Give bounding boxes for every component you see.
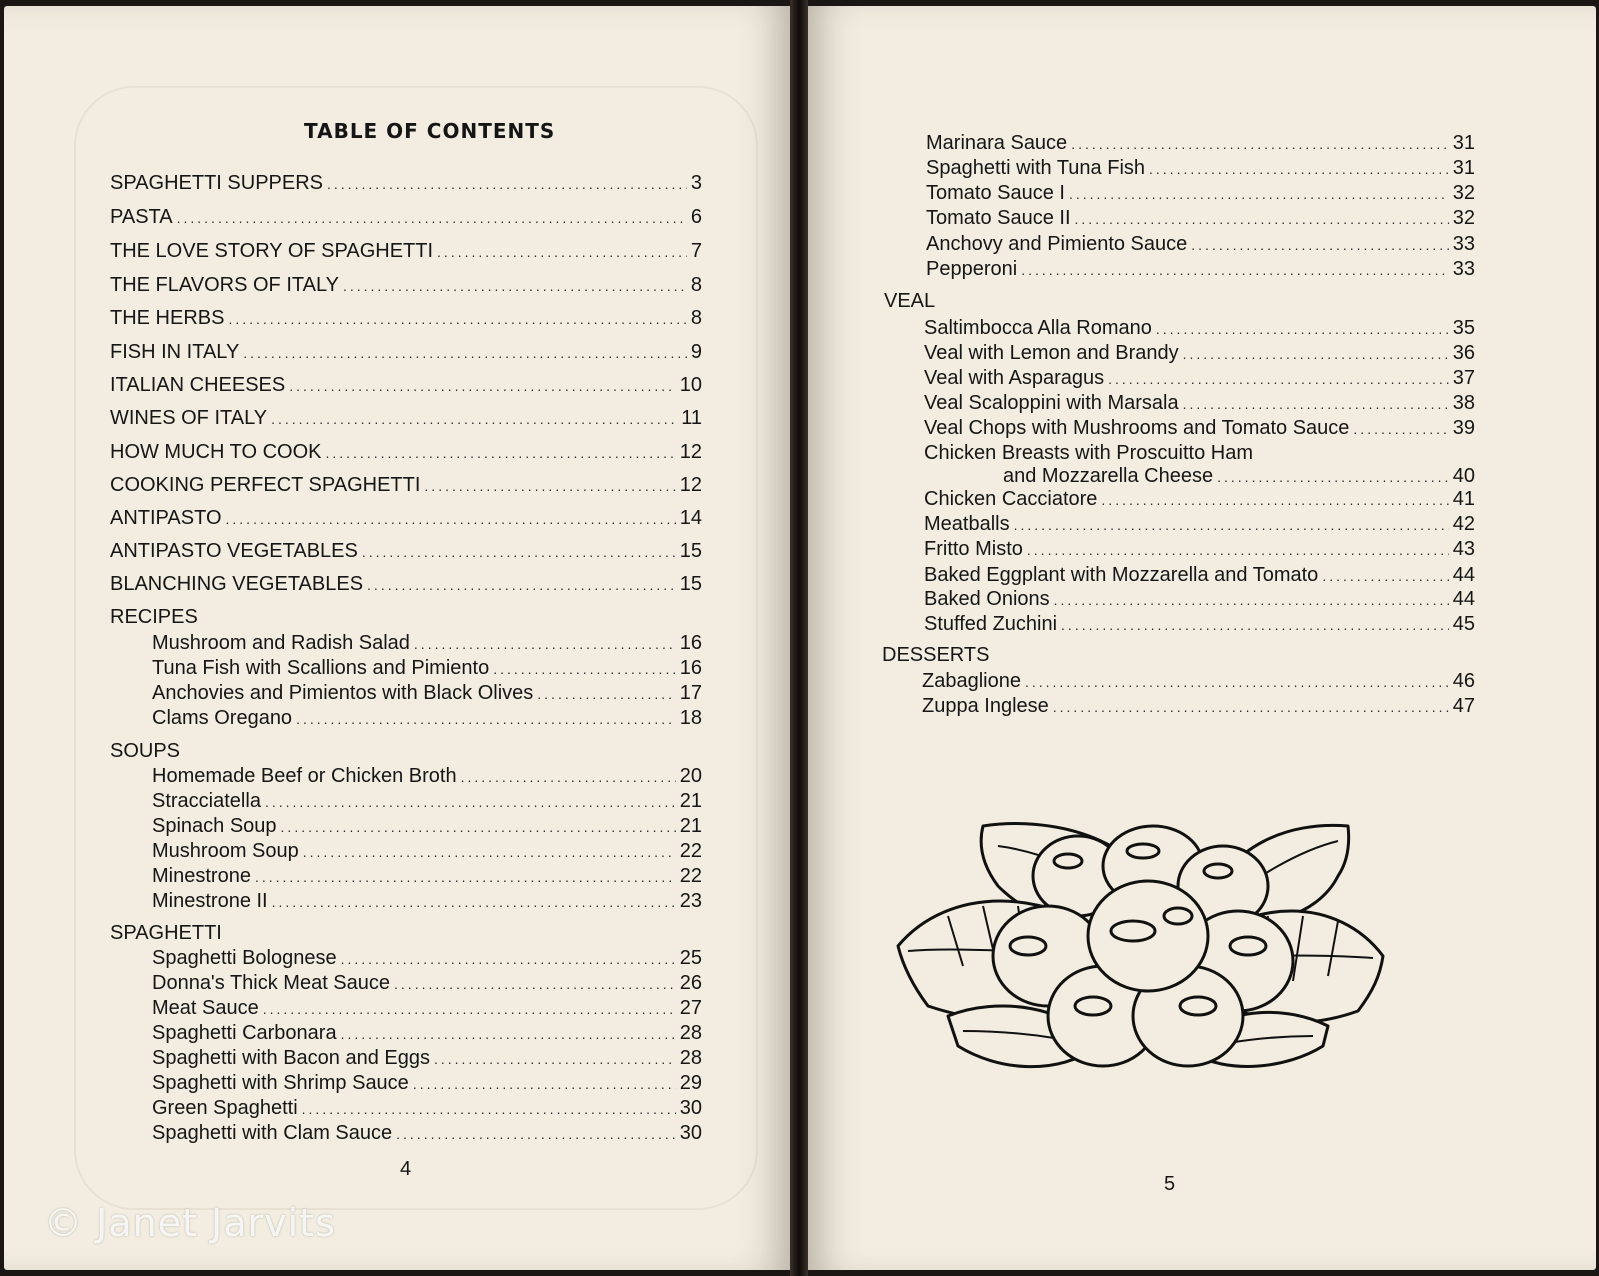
toc-entry-page: 37 bbox=[1452, 367, 1475, 389]
dot-leader bbox=[1322, 568, 1448, 584]
toc-entry-page: 12 bbox=[679, 441, 702, 463]
toc-entry-title: Zuppa Inglese bbox=[922, 695, 1049, 717]
toc-entry-page: 16 bbox=[679, 657, 702, 679]
toc-entry bbox=[110, 206, 702, 232]
toc-entry bbox=[152, 890, 702, 916]
toc-entry-page: 8 bbox=[690, 307, 702, 329]
toc-entry-title: Marinara Sauce bbox=[926, 132, 1068, 154]
toc-entry bbox=[110, 407, 702, 433]
toc-entry-page: 15 bbox=[679, 540, 702, 562]
toc-entry-title: Spaghetti with Tuna Fish bbox=[926, 157, 1146, 179]
toc-entry bbox=[924, 564, 1475, 590]
dot-leader bbox=[1061, 617, 1449, 633]
toc-entry-title: WINES OF ITALY bbox=[110, 407, 268, 429]
toc-entry-page: 29 bbox=[679, 1072, 702, 1094]
toc-entry-page: 30 bbox=[679, 1097, 702, 1119]
toc-entry bbox=[924, 588, 1475, 614]
toc-entry-page: 23 bbox=[679, 890, 702, 912]
toc-entry bbox=[152, 1122, 702, 1148]
toc-entry-title: Spaghetti Carbonara bbox=[152, 1022, 337, 1044]
toc-entry-title: Stuffed Zuchini bbox=[924, 613, 1058, 635]
toc-entry-title: Saltimbocca Alla Romano bbox=[924, 317, 1152, 339]
dot-leader bbox=[327, 176, 687, 192]
toc-entry bbox=[926, 258, 1475, 284]
dot-leader bbox=[437, 244, 687, 260]
toc-entry-page: 22 bbox=[679, 840, 702, 862]
toc-entry-title: Tomato Sauce I bbox=[926, 182, 1065, 204]
toc-entry bbox=[152, 997, 702, 1023]
dot-leader bbox=[243, 345, 687, 361]
toc-entry-title: Tuna Fish with Scallions and Pimiento bbox=[152, 657, 490, 679]
toc-entry-page: 11 bbox=[681, 407, 702, 429]
toc-entry-title: ANTIPASTO bbox=[110, 507, 222, 529]
toc-entry bbox=[110, 172, 702, 198]
toc-entry-page: 46 bbox=[1452, 670, 1475, 692]
toc-entry bbox=[152, 682, 702, 708]
toc-entry-page: 12 bbox=[679, 474, 702, 496]
toc-entry-page: 43 bbox=[1452, 538, 1475, 560]
dot-leader bbox=[177, 210, 687, 226]
section-heading-desserts: DESSERTS bbox=[882, 644, 990, 666]
toc-entry-title: Anchovies and Pimientos with Black Olives bbox=[152, 682, 534, 704]
dot-leader bbox=[226, 511, 676, 527]
toc-entry-page: 42 bbox=[1452, 513, 1475, 535]
toc-entry bbox=[924, 367, 1475, 393]
toc-entry-title: BLANCHING VEGETABLES bbox=[110, 573, 364, 595]
toc-entry-page: 27 bbox=[679, 997, 702, 1019]
dot-leader bbox=[1054, 592, 1449, 608]
dot-leader bbox=[413, 1076, 676, 1092]
section-heading-soups: SOUPS bbox=[110, 740, 181, 762]
dot-leader bbox=[281, 819, 676, 835]
toc-entry-title: Spaghetti with Clam Sauce bbox=[152, 1122, 393, 1144]
dot-leader bbox=[1071, 136, 1449, 152]
toc-entry-title: ANTIPASTO VEGETABLES bbox=[110, 540, 358, 562]
toc-entry-page: 9 bbox=[690, 341, 702, 363]
dot-leader bbox=[1108, 371, 1449, 387]
toc-entry bbox=[110, 274, 702, 300]
toc-entry bbox=[152, 815, 702, 841]
toc-entry-page: 44 bbox=[1452, 588, 1475, 610]
toc-entry bbox=[924, 317, 1475, 343]
toc-entry-page: 15 bbox=[679, 573, 702, 595]
toc-entry-title: Stracciatella bbox=[152, 790, 261, 812]
toc-entry bbox=[110, 374, 702, 400]
toc-entry-page: 47 bbox=[1452, 695, 1475, 717]
toc-entry-page: 32 bbox=[1452, 182, 1475, 204]
toc-entry-title: Minestrone bbox=[152, 865, 251, 887]
toc-entry-title: THE LOVE STORY OF SPAGHETTI bbox=[110, 240, 434, 262]
toc-entry-page: 28 bbox=[679, 1047, 702, 1069]
toc-entry bbox=[152, 1047, 702, 1073]
dot-leader bbox=[289, 378, 676, 394]
toc-entry-page: 38 bbox=[1452, 392, 1475, 414]
dot-leader bbox=[367, 577, 676, 593]
dot-leader bbox=[296, 711, 676, 727]
toc-entry-title: Zabaglione bbox=[922, 670, 1021, 692]
toc-entry bbox=[152, 632, 702, 658]
toc-entry-title: THE FLAVORS OF ITALY bbox=[110, 274, 339, 296]
dot-leader bbox=[537, 686, 675, 702]
dot-leader bbox=[1101, 492, 1448, 508]
right-page bbox=[808, 6, 1596, 1270]
toc-entry-page: 31 bbox=[1452, 157, 1475, 179]
toc-entry-title: Mushroom and Radish Salad bbox=[152, 632, 410, 654]
toc-entry bbox=[152, 657, 702, 683]
toc-entry bbox=[924, 392, 1475, 418]
toc-entry bbox=[924, 417, 1475, 443]
toc-entry bbox=[924, 513, 1475, 539]
dot-leader bbox=[272, 894, 676, 910]
toc-entry-title: Veal with Asparagus bbox=[924, 367, 1105, 389]
toc-entry bbox=[924, 342, 1475, 368]
toc-entry bbox=[110, 507, 702, 533]
toc-entry-title: Clams Oregano bbox=[152, 707, 293, 729]
toc-entry-title: Green Spaghetti bbox=[152, 1097, 298, 1119]
toc-entry bbox=[152, 840, 702, 866]
page-title: TABLE OF CONTENTS bbox=[304, 119, 556, 143]
toc-entry-page: 21 bbox=[679, 790, 702, 812]
dot-leader bbox=[434, 1051, 676, 1067]
toc-entry-title: Veal with Lemon and Brandy bbox=[924, 342, 1179, 364]
toc-entry bbox=[152, 765, 702, 791]
toc-entry-title: Baked Eggplant with Mozzarella and Tomato bbox=[924, 564, 1319, 586]
toc-entry-page: 33 bbox=[1452, 233, 1475, 255]
dot-leader bbox=[1021, 262, 1449, 278]
toc-entry-page: 30 bbox=[679, 1122, 702, 1144]
toc-entry-page: 36 bbox=[1452, 342, 1475, 364]
dot-leader bbox=[1191, 237, 1448, 253]
dot-leader bbox=[1217, 469, 1449, 485]
toc-entry bbox=[110, 307, 702, 333]
toc-entry-page: 22 bbox=[679, 865, 702, 887]
toc-entry bbox=[152, 1097, 702, 1123]
toc-entry-title: HOW MUCH TO COOK bbox=[110, 441, 322, 463]
dot-leader bbox=[394, 976, 676, 992]
toc-entry-title: COOKING PERFECT SPAGHETTI bbox=[110, 474, 421, 496]
section-heading-recipes: RECIPES bbox=[110, 606, 198, 628]
dot-leader bbox=[341, 1026, 676, 1042]
dot-leader bbox=[1069, 186, 1449, 202]
dot-leader bbox=[1053, 699, 1449, 715]
toc-entry bbox=[924, 488, 1475, 514]
toc-entry-page: 20 bbox=[679, 765, 702, 787]
toc-entry-title: Chicken Cacciatore bbox=[924, 488, 1098, 510]
toc-entry-page: 39 bbox=[1452, 417, 1475, 439]
toc-entry bbox=[110, 474, 702, 500]
toc-entry-title: Spaghetti with Bacon and Eggs bbox=[152, 1047, 430, 1069]
toc-entry-page: 33 bbox=[1452, 258, 1475, 280]
toc-entry-title: SPAGHETTI SUPPERS bbox=[110, 172, 324, 194]
toc-entry-page: 17 bbox=[679, 682, 702, 704]
toc-entry-page: 26 bbox=[679, 972, 702, 994]
toc-entry-page: 44 bbox=[1452, 564, 1475, 586]
toc-entry-page: 41 bbox=[1452, 488, 1475, 510]
dot-leader bbox=[1025, 674, 1449, 690]
toc-entry-page: 8 bbox=[690, 274, 702, 296]
dot-leader bbox=[325, 445, 675, 461]
toc-entry-title: Donna's Thick Meat Sauce bbox=[152, 972, 391, 994]
toc-entry bbox=[926, 233, 1475, 259]
toc-entry bbox=[926, 132, 1475, 158]
section-heading-spaghetti: SPAGHETTI bbox=[110, 922, 222, 944]
toc-entry bbox=[152, 1072, 702, 1098]
dot-leader bbox=[1014, 517, 1449, 533]
dot-leader bbox=[414, 636, 676, 652]
toc-entry-title: Spinach Soup bbox=[152, 815, 277, 837]
dot-leader bbox=[1027, 542, 1449, 558]
toc-entry-title: Meat Sauce bbox=[152, 997, 259, 1019]
toc-entry bbox=[152, 1022, 702, 1048]
toc-entry-title: PASTA bbox=[110, 206, 173, 228]
toc-entry-title: Spaghetti with Shrimp Sauce bbox=[152, 1072, 409, 1094]
toc-entry bbox=[926, 157, 1475, 183]
toc-entry-page: 14 bbox=[679, 507, 702, 529]
toc-entry-page: 40 bbox=[1452, 465, 1475, 487]
toc-entry-title: Fritto Misto bbox=[924, 538, 1023, 560]
toc-entry-page: 16 bbox=[679, 632, 702, 654]
dot-leader bbox=[424, 478, 675, 494]
dot-leader bbox=[302, 1101, 676, 1117]
toc-entry bbox=[152, 972, 702, 998]
toc-entry-title: Tomato Sauce II bbox=[926, 207, 1071, 229]
toc-entry-page: 3 bbox=[690, 172, 702, 194]
toc-entry-page: 7 bbox=[690, 240, 702, 262]
toc-entry-title: Veal Chops with Mushrooms and Tomato Sauce bbox=[924, 417, 1350, 439]
toc-entry-title: Spaghetti Bolognese bbox=[152, 947, 337, 969]
toc-entry-title: Homemade Beef or Chicken Broth bbox=[152, 765, 457, 787]
toc-entry-page: 31 bbox=[1452, 132, 1475, 154]
dot-leader bbox=[265, 794, 676, 810]
dot-leader bbox=[303, 844, 676, 860]
toc-entry-page: 10 bbox=[679, 374, 702, 396]
dot-leader bbox=[362, 544, 676, 560]
toc-entry-title: THE HERBS bbox=[110, 307, 225, 329]
copyright-watermark: © Janet Jarvits bbox=[44, 1201, 336, 1245]
toc-entry-page: 18 bbox=[679, 707, 702, 729]
toc-entry bbox=[110, 441, 702, 467]
toc-entry-page: 28 bbox=[679, 1022, 702, 1044]
toc-entry bbox=[110, 240, 702, 266]
toc-entry-title: Meatballs bbox=[924, 513, 1010, 535]
page-number-right: 5 bbox=[1164, 1173, 1176, 1195]
left-page bbox=[4, 6, 790, 1270]
toc-entry-page: 6 bbox=[690, 206, 702, 228]
toc-entry-title: Mushroom Soup bbox=[152, 840, 299, 862]
dot-leader bbox=[271, 411, 677, 427]
toc-entry-title: and Mozzarella Cheese bbox=[1003, 465, 1214, 487]
book-gutter bbox=[790, 0, 808, 1276]
toc-entry-title: Baked Onions bbox=[924, 588, 1050, 610]
dot-leader bbox=[493, 661, 676, 677]
toc-entry-page: 32 bbox=[1452, 207, 1475, 229]
toc-entry bbox=[152, 865, 702, 891]
toc-entry bbox=[152, 790, 702, 816]
dot-leader bbox=[1149, 161, 1449, 177]
dot-leader bbox=[1183, 346, 1449, 362]
toc-entry bbox=[110, 540, 702, 566]
toc-entry-chicken-breasts-line1: Chicken Breasts with Proscuitto Ham bbox=[924, 442, 1254, 464]
page-number-left: 4 bbox=[400, 1158, 412, 1180]
toc-entry-title: FISH IN ITALY bbox=[110, 341, 240, 363]
section-heading-veal: VEAL bbox=[884, 290, 936, 312]
dot-leader bbox=[341, 951, 676, 967]
dot-leader bbox=[255, 869, 676, 885]
dot-leader bbox=[396, 1126, 676, 1142]
toc-entry-title: Minestrone II bbox=[152, 890, 268, 912]
dot-leader bbox=[1183, 396, 1449, 412]
toc-entry-page: 21 bbox=[679, 815, 702, 837]
toc-entry-title: Veal Scaloppini with Marsala bbox=[924, 392, 1179, 414]
toc-entry bbox=[926, 182, 1475, 208]
toc-entry bbox=[922, 695, 1475, 721]
toc-entry bbox=[152, 707, 702, 733]
toc-entry bbox=[924, 538, 1475, 564]
toc-entry-page: 35 bbox=[1452, 317, 1475, 339]
toc-entry-title: Pepperoni bbox=[926, 258, 1018, 280]
toc-entry-page: 25 bbox=[679, 947, 702, 969]
dot-leader bbox=[263, 1001, 676, 1017]
dot-leader bbox=[1075, 211, 1449, 227]
dot-leader bbox=[343, 278, 687, 294]
toc-entry bbox=[110, 573, 702, 599]
toc-entry-page: 45 bbox=[1452, 613, 1475, 635]
toc-entry-title: Anchovy and Pimiento Sauce bbox=[926, 233, 1188, 255]
toc-entry bbox=[110, 341, 702, 367]
toc-entry bbox=[922, 670, 1475, 696]
toc-entry bbox=[152, 947, 702, 973]
toc-entry bbox=[926, 207, 1475, 233]
dot-leader bbox=[228, 311, 686, 327]
dot-leader bbox=[1156, 321, 1449, 337]
toc-entry bbox=[924, 613, 1475, 639]
olives-leaves-illustration bbox=[888, 806, 1388, 1086]
dot-leader bbox=[461, 769, 676, 785]
dot-leader bbox=[1353, 421, 1448, 437]
toc-entry-title: ITALIAN CHEESES bbox=[110, 374, 286, 396]
olive-8 bbox=[1088, 881, 1208, 991]
